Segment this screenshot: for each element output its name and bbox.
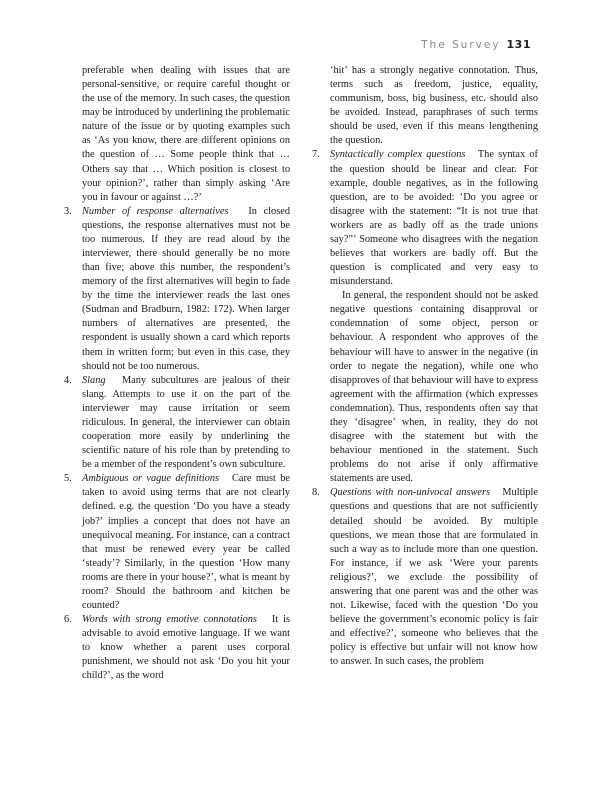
item-number: 6. — [64, 614, 72, 626]
continued-paragraph: ‘hit’ has a strongly negative connotation. Thus, terms such as freedom, justice, equality, communism, boss, big business, etc. should also be avoided. Instead, paraphrases of such terms should be used, even if this means lengthening the question. — [330, 65, 538, 147]
running-header — [421, 38, 531, 51]
item-title: Number of response alternatives — [82, 205, 229, 217]
list-item-6 — [64, 613, 290, 683]
item-number: 3. — [64, 205, 72, 217]
item-text: It is advisable to avoid emotive language. If we want to know whether a parent uses corporal punishment, we should not ask ‘Do you hit your child?’, as the word — [82, 614, 290, 682]
item-number: 5. — [64, 473, 72, 485]
running-title: The Survey — [421, 39, 501, 51]
item-number: 7. — [312, 149, 320, 161]
list-item-3 — [64, 205, 290, 374]
list-item-8 — [312, 486, 538, 669]
right-column — [312, 64, 538, 669]
item-title: Questions with non-univocal answers — [330, 487, 491, 499]
item-title: Slang — [82, 374, 106, 386]
item-title: Syntactically complex questions — [330, 149, 466, 161]
left-column — [64, 64, 291, 683]
item-text: Multiple questions and questions that are not sufficiently detailed should be avoided. By multiple questions, we mean those that are formulated in such a way as to include more than one question. For instance, if we ask ‘Were your parents religious?’, we exclude the possibility of answering that one parent was and the other was not. Likewise, faced with the question ‘Do you believe the government’s economic policy is fair and effective?’, someone who believes that the policy is effective but unfair will not know how to answer. In such cases, the problem — [330, 487, 538, 668]
item-number: 8. — [312, 487, 320, 499]
item-text: The syntax of the question should be linear and clear. For example, double negatives, as in the following question, are to be avoided: ‘Do you agree or disagree with the statement: “It is not true that workers are as badly off as the trade unions say?”’ Someone who disagrees with the negation believes that workers are badly off. But the question is complicated and very easy to misunderstand. — [330, 149, 538, 288]
page-number: 131 — [506, 38, 531, 51]
item-title: Words with strong emotive connotations — [82, 614, 257, 626]
item-text: Care must be taken to avoid using terms that are not clearly defined. e.g. the question ‘Do you have a steady job?’ implies a concept that does not have an unequivocal meaning. For instance, can a contract that must be renewed every year be called ‘steady’? Similarly, in the question ‘How many rooms are there in your house?’, what is meant by room? Should the bathroom and kitchen be counted? — [82, 473, 291, 611]
item-text: Many subcultures are jealous of their slang. Attempts to use it on the part of the interviewer may cause irritation or seem ridiculous. In general, the interviewer can obtain cooperation more easily by underlining the scientific nature of his role than by pretending to be a member of the respondent’s own subculture. — [82, 374, 290, 471]
item-text: In closed questions, the response alternatives must not be too numerous. If they are read aloud by the interviewer, there should generally be no more than five; above this number, the respondent’s memory of the first alternatives will begin to fade by the time the interviewer reads the last ones (Sudman and Bradburn, 1982: 172). When larger numbers of alternatives are presented, the respondent is usually shown a card which reports them in written form; but even in this case, they should not be too numerous. — [82, 205, 290, 372]
item-title: Ambiguous or vague definitions — [82, 473, 220, 485]
list-item-5 — [64, 472, 291, 613]
list-item-7 — [312, 148, 538, 289]
item-number: 4. — [64, 374, 72, 386]
list-item-4 — [64, 374, 290, 473]
continued-paragraph: preferable when dealing with issues that are personal-sensitive, or require careful thought or the use of the memory. In such cases, the question may be introduced by underlining the problematic nature of the issue or by quoting examples such as ‘As you know, there are different opinions on the question of … Some people think that … Others say that … Which position is closest to your opinion?’, rather than simply asking ‘Are you in favour or against …?’ — [82, 65, 290, 203]
body-paragraph: In general, the respondent should not be asked negative questions containing disapproval or condemnation of some object, person or behaviour. A respondent who approves of the behaviour will have to answer in the negative (in order to negate the negation), while one who disapproves of that behaviour will have to express agreement with the affirmation (which expresses condemnation). Thus, respondents often say that they ‘disagree’ when, in reality, they do not disagree with the statement but with the behaviour mentioned in the statement. Such problems do not arise if only affirmative statements are used. — [330, 290, 538, 485]
